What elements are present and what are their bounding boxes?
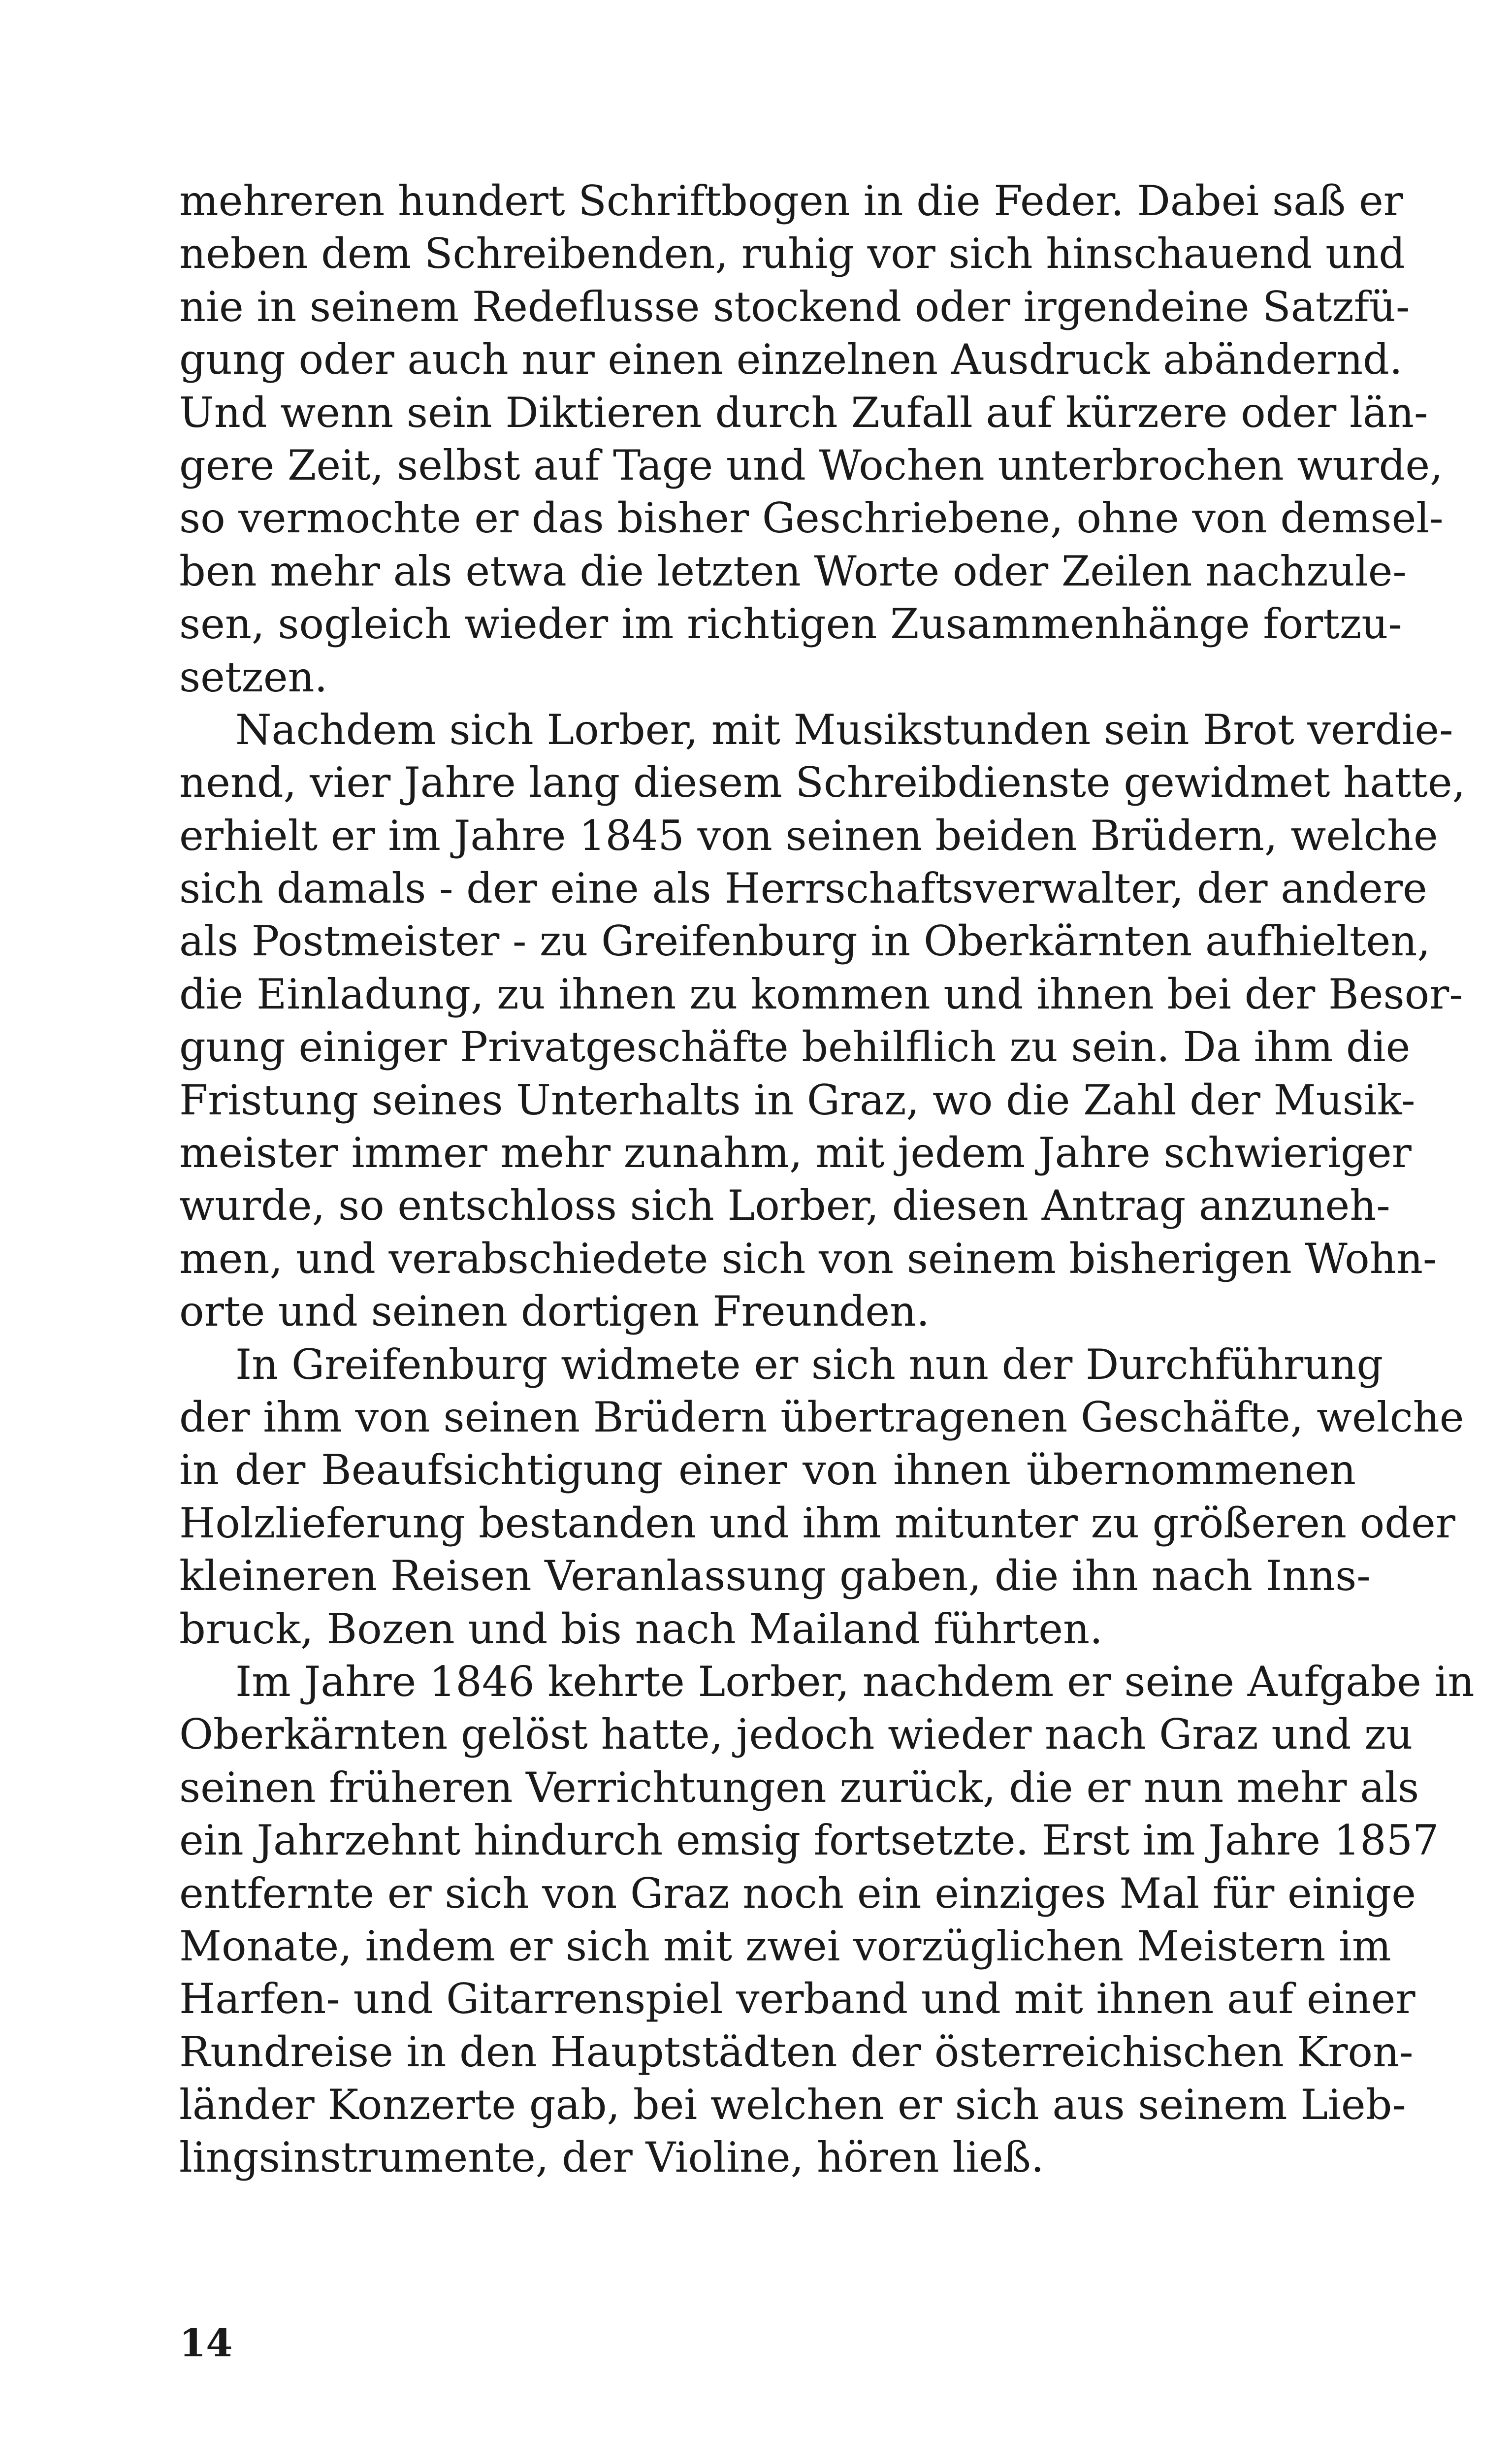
text-line: mehreren hundert Schriftbogen in die Feder. Dabei saß er xyxy=(179,177,1403,225)
text-line: gung oder auch nur einen einzelnen Ausdruck abändernd. xyxy=(179,335,1403,384)
text-line: länder Konzerte gab, bei welchen er sich aus seinem Lieb- xyxy=(179,2081,1406,2129)
text-line: sen, sogleich wieder im richtigen Zusammenhänge fortzu- xyxy=(179,600,1402,649)
text-line: gung einiger Privatgeschäfte behilflich zu sein. Da ihm die xyxy=(179,1023,1411,1072)
paragraph-2 xyxy=(179,704,1466,1338)
text-line: wurde, so entschloss sich Lorber, diesen Antrag anzuneh- xyxy=(179,1181,1390,1230)
text-line: men, und verabschiedete sich von seinem bisherigen Wohn- xyxy=(179,1234,1437,1283)
text-line: In Greifenburg widmete er sich nun der Durchführung xyxy=(235,1340,1383,1389)
text-line: Holzlieferung bestanden und ihm mitunter zu größeren oder xyxy=(179,1498,1455,1547)
text-line: entfernte er sich von Graz noch ein einziges Mal für einige xyxy=(179,1869,1416,1918)
text-line: sich damals - der eine als Herrschaftsverwalter, der andere xyxy=(179,864,1427,913)
text-line: Oberkärnten gelöst hatte, jedoch wieder nach Graz und zu xyxy=(179,1710,1413,1759)
page-number: 14 xyxy=(179,2321,233,2366)
text-line: nend, vier Jahre lang diesem Schreibdienste gewidmet hatte, xyxy=(179,758,1466,807)
text-line: Fristung seines Unterhalts in Graz, wo die Zahl der Musik- xyxy=(179,1075,1415,1124)
text-line: meister immer mehr zunahm, mit jedem Jahre schwieriger xyxy=(179,1129,1412,1177)
text-line: Rundreise in den Hauptstädten der österreichischen Kron- xyxy=(179,2027,1414,2076)
text-line: erhielt er im Jahre 1845 von seinen beiden Brüdern, welche xyxy=(179,811,1438,860)
text-line: ein Jahrzehnt hindurch emsig fortsetzte. Erst im Jahre 1857 xyxy=(179,1816,1439,1865)
text-line: gere Zeit, selbst auf Tage und Wochen unterbrochen wurde, xyxy=(179,441,1443,489)
text-line: seinen früheren Verrichtungen zurück, die er nun mehr als xyxy=(179,1763,1419,1812)
text-line: setzen. xyxy=(179,652,328,701)
text-line: Nachdem sich Lorber, mit Musikstunden sein Brot verdie- xyxy=(235,705,1453,754)
paragraph-3 xyxy=(179,1338,1464,1656)
text-line: so vermochte er das bisher Geschriebene, ohne von demsel- xyxy=(179,494,1444,543)
text-line: Harfen- und Gitarrenspiel verband und mit ihnen auf einer xyxy=(179,1975,1415,2023)
text-line: Im Jahre 1846 kehrte Lorber, nachdem er seine Aufgabe in xyxy=(235,1657,1475,1706)
text-line: die Einladung, zu ihnen zu kommen und ihnen bei der Besor- xyxy=(179,970,1463,1018)
text-line: der ihm von seinen Brüdern übertragenen Geschäfte, welche xyxy=(179,1393,1464,1441)
text-line: als Postmeister - zu Greifenburg in Oberkärnten aufhielten, xyxy=(179,917,1431,966)
body-text xyxy=(179,175,1475,2184)
text-line: kleineren Reisen Veranlassung gaben, die ihn nach Inns- xyxy=(179,1552,1371,1600)
text-line: Monate, indem er sich mit zwei vorzüglichen Meistern im xyxy=(179,1922,1391,1970)
text-line: nie in seinem Redeflusse stockend oder irgendeine Satzfü- xyxy=(179,282,1410,331)
text-line: lingsinstrumente, der Violine, hören ließ. xyxy=(179,2133,1044,2182)
text-line: Und wenn sein Diktieren durch Zufall auf kürzere oder län- xyxy=(179,388,1428,437)
text-line: neben dem Schreibenden, ruhig vor sich hinschauend und xyxy=(179,229,1406,278)
paragraph-4 xyxy=(179,1656,1475,2184)
text-line: bruck, Bozen und bis nach Mailand führten. xyxy=(179,1604,1103,1653)
paragraph-1 xyxy=(179,175,1444,704)
text-line: orte und seinen dortigen Freunden. xyxy=(179,1287,930,1336)
text-line: in der Beaufsichtigung einer von ihnen übernommenen xyxy=(179,1446,1356,1495)
text-line: ben mehr als etwa die letzten Worte oder Zeilen nachzule- xyxy=(179,547,1407,595)
